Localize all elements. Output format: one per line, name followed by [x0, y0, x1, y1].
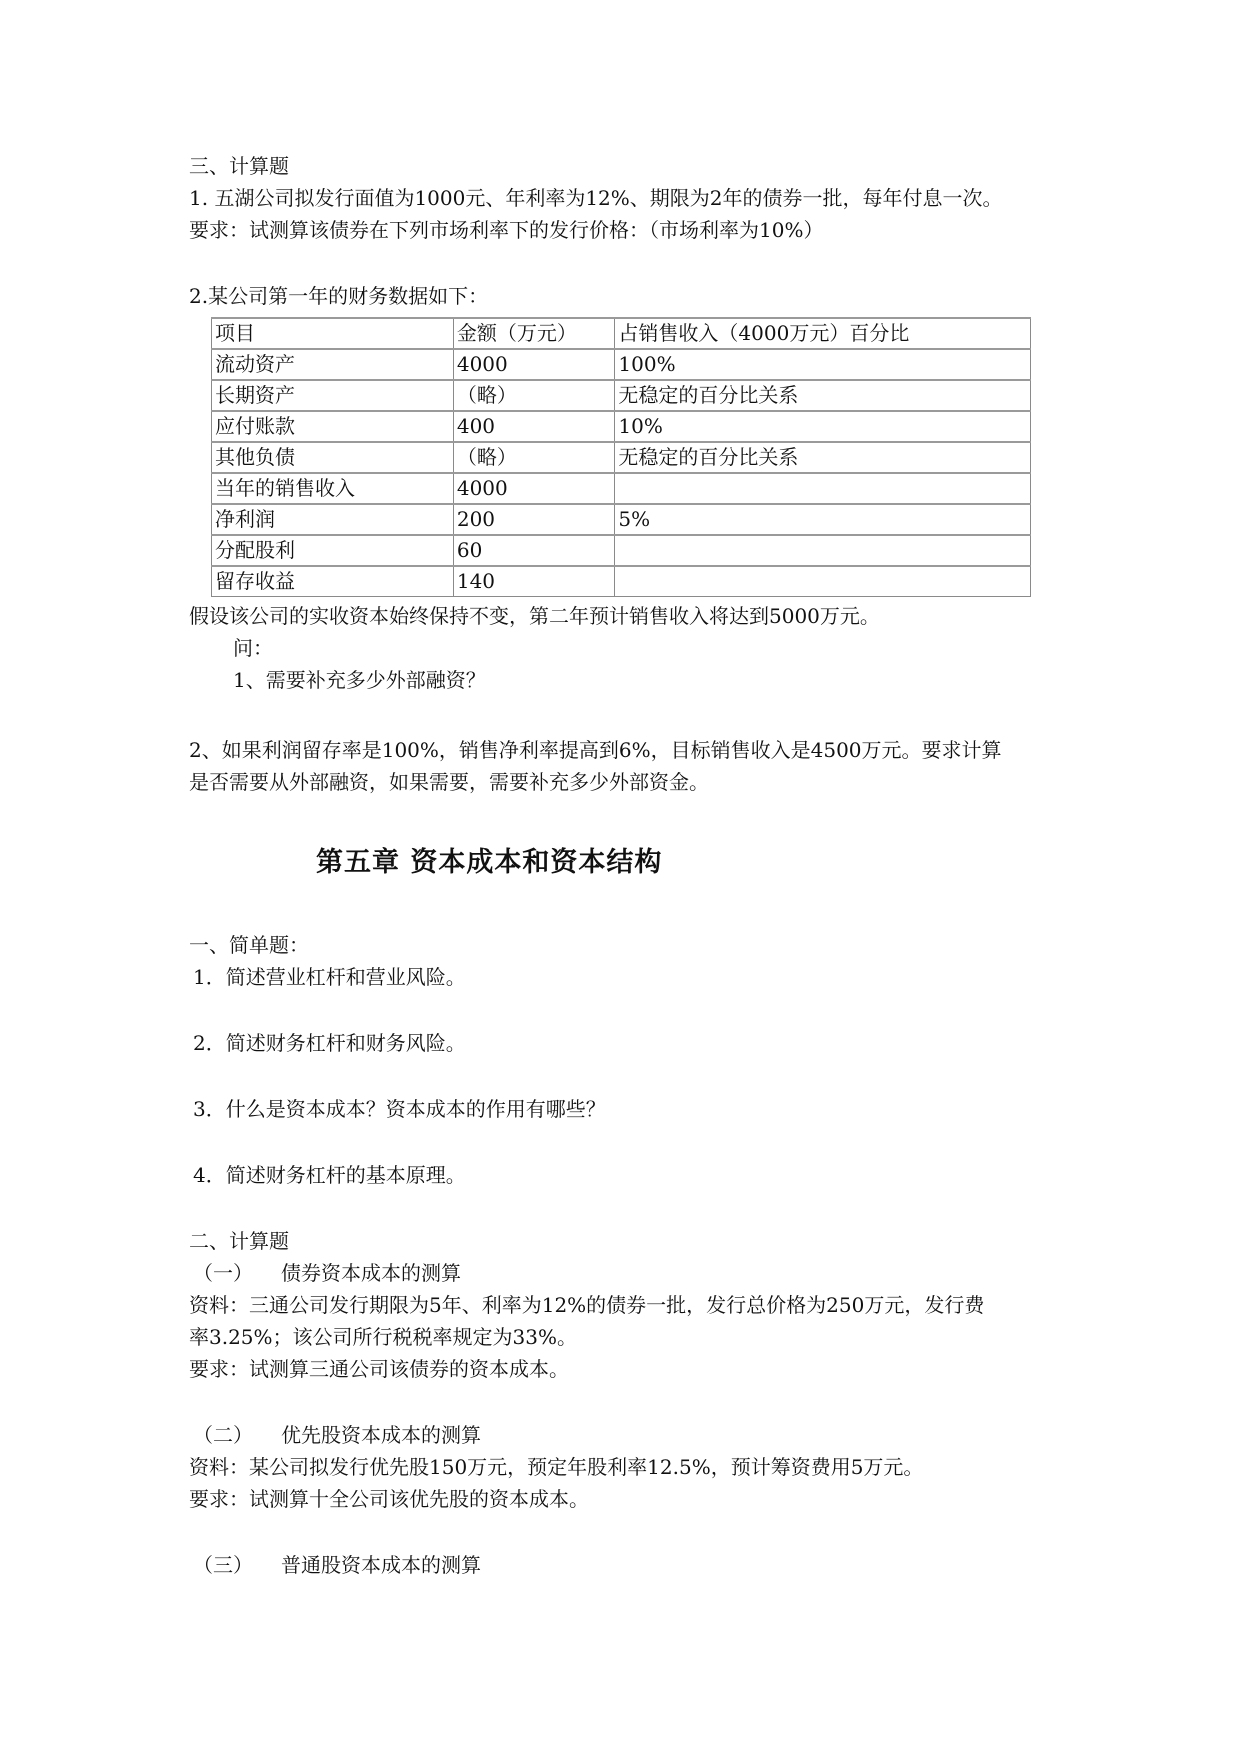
table-header-cell: 项目 [212, 318, 454, 349]
table-cell: 5% [615, 504, 1031, 535]
calc-heading-2: 二、计算题 [189, 1229, 289, 1253]
table-cell: 无稳定的百分比关系 [615, 442, 1031, 473]
table-header-cell: 占销售收入（4000万元）百分比 [615, 318, 1031, 349]
ask-item-1: 1、需要补充多少外部融资？ [233, 668, 486, 692]
table-cell: 140 [453, 566, 615, 597]
preferred-data: 资料：某公司拟发行优先股150万元，预定年股利率12.5%，预计筹资费用5万元。 [189, 1455, 924, 1479]
table-cell: 其他负债 [212, 442, 454, 473]
table-cell: 400 [453, 411, 615, 442]
bond-data-line-2: 率3.25%；该公司所行税税率规定为33%。 [189, 1325, 577, 1349]
bond-data-line-1: 资料：三通公司发行期限为5年、利率为12%的债券一批，发行总价格为250万元，发行费 [189, 1293, 985, 1317]
table-cell [615, 473, 1031, 504]
table-row [212, 411, 1031, 442]
table-cell: 10% [615, 411, 1031, 442]
short-answer-heading: 一、简单题： [189, 933, 309, 957]
table-row [212, 535, 1031, 566]
ask-item-2-line-1: 2、如果利润留存率是100%，销售净利率提高到6%，目标销售收入是4500万元。要求计算 [189, 738, 1002, 762]
table-cell: 100% [615, 349, 1031, 380]
table-cell: 流动资产 [212, 349, 454, 380]
sub-heading-title: 普通股资本成本的测算 [281, 1553, 481, 1577]
ask-label: 问： [233, 636, 273, 660]
ask-item-2-line-2: 是否需要从外部融资，如果需要，需要补充多少外部资金。 [189, 770, 709, 794]
section-heading-calc: 三、计算题 [189, 154, 289, 178]
table-row [212, 442, 1031, 473]
table-header-row [212, 318, 1031, 349]
sub-heading-common [193, 1549, 481, 1581]
table-cell: 当年的销售收入 [212, 473, 454, 504]
table-cell: 60 [453, 535, 615, 566]
short-answer-item: 2．简述财务杠杆和财务风险。 [193, 1031, 466, 1055]
table-cell: 4000 [453, 349, 615, 380]
short-answer-item: 1．简述营业杠杆和营业风险。 [193, 965, 466, 989]
table-cell: （略） [453, 380, 615, 411]
table-cell: 无稳定的百分比关系 [615, 380, 1031, 411]
table-cell: 留存收益 [212, 566, 454, 597]
table-row [212, 349, 1031, 380]
table-header-cell: 金额（万元） [453, 318, 615, 349]
table-row [212, 473, 1031, 504]
sub-heading-number: （二） [193, 1423, 253, 1447]
bond-requirement: 要求：试测算三通公司该债券的资本成本。 [189, 1357, 569, 1381]
preferred-requirement: 要求：试测算十全公司该优先股的资本成本。 [189, 1487, 589, 1511]
table-row [212, 504, 1031, 535]
sub-heading-number: （三） [193, 1553, 253, 1577]
table-cell [615, 566, 1031, 597]
question-1-line-2: 要求：试测算该债券在下列市场利率下的发行价格：（市场利率为10%） [189, 218, 824, 242]
table-cell [615, 535, 1031, 566]
table-cell: 分配股利 [212, 535, 454, 566]
table-cell: 长期资产 [212, 380, 454, 411]
short-answer-item: 4．简述财务杠杆的基本原理。 [193, 1163, 466, 1187]
question-2-intro: 2.某公司第一年的财务数据如下： [189, 284, 489, 308]
financial-data-table [211, 317, 1031, 597]
sub-heading-bond [193, 1257, 461, 1289]
table-cell: 4000 [453, 473, 615, 504]
table-cell: （略） [453, 442, 615, 473]
sub-heading-title: 债券资本成本的测算 [281, 1261, 461, 1285]
short-answer-item: 3．什么是资本成本？资本成本的作用有哪些？ [193, 1097, 606, 1121]
sub-heading-preferred [193, 1419, 481, 1451]
assumption-text: 假设该公司的实收资本始终保持不变，第二年预计销售收入将达到5000万元。 [189, 604, 880, 628]
sub-heading-number: （一） [193, 1261, 253, 1285]
table-cell: 应付账款 [212, 411, 454, 442]
chapter-title: 第五章 资本成本和资本结构 [316, 847, 663, 878]
table-cell: 200 [453, 504, 615, 535]
table-cell: 净利润 [212, 504, 454, 535]
table-row [212, 566, 1031, 597]
table-row [212, 380, 1031, 411]
question-1-line-1: 1. 五湖公司拟发行面值为1000元、年利率为12%、期限为2年的债券一批，每年付息一次。 [189, 186, 1003, 210]
sub-heading-title: 优先股资本成本的测算 [281, 1423, 481, 1447]
